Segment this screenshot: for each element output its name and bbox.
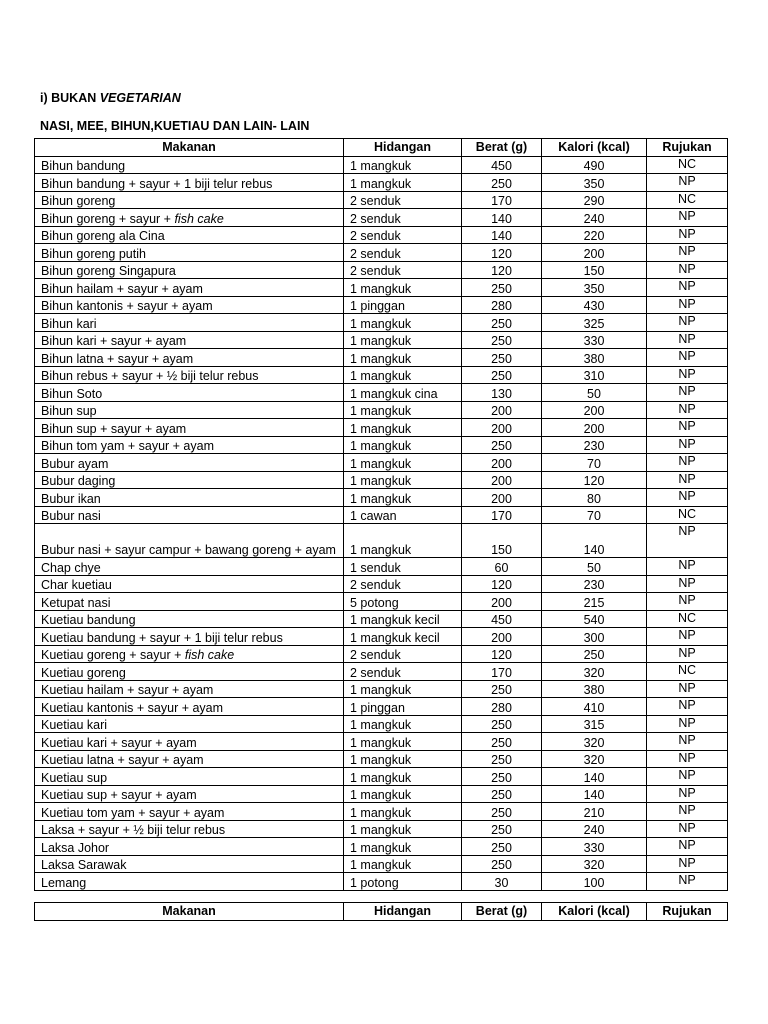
weight-cell: 200 [462,489,542,507]
serving-cell: 2 senduk [344,209,462,227]
food-name-cell: Bihun kari [35,314,344,332]
reference-cell: NC [647,663,728,681]
reference-cell: NP [647,820,728,838]
reference-cell: NP [647,715,728,733]
serving-cell: 1 mangkuk [344,768,462,786]
calorie-cell: 350 [542,174,647,192]
serving-cell: 1 mangkuk [344,401,462,419]
serving-cell: 1 mangkuk [344,419,462,437]
serving-cell: 1 mangkuk [344,838,462,856]
calorie-cell: 330 [542,838,647,856]
table-row [35,785,728,803]
weight-cell: 250 [462,349,542,367]
calorie-cell: 120 [542,471,647,489]
calorie-cell: 350 [542,279,647,297]
table-row [35,645,728,663]
header-rujukan: Rujukan [647,139,728,157]
table-row [35,384,728,402]
food-name-cell: Bubur nasi + sayur campur + bawang goreng + ayam [35,524,344,558]
calorie-cell: 80 [542,489,647,507]
serving-cell: 1 pinggan [344,296,462,314]
reference-cell: NP [647,419,728,437]
table-row [35,558,728,576]
reference-cell: NP [647,645,728,663]
table-row [35,803,728,821]
serving-cell: 1 mangkuk [344,803,462,821]
table-row [35,401,728,419]
calorie-cell: 50 [542,558,647,576]
food-name-cell: Kuetiau kari + sayur + ayam [35,733,344,751]
calorie-cell: 250 [542,645,647,663]
table-row [35,349,728,367]
weight-cell: 140 [462,226,542,244]
serving-cell: 1 mangkuk [344,733,462,751]
weight-cell: 120 [462,645,542,663]
table-row [35,226,728,244]
weight-cell: 120 [462,244,542,262]
calorie-cell: 540 [542,610,647,628]
header-berat: Berat (g) [462,139,542,157]
table-row [35,261,728,279]
table-row [35,436,728,454]
calorie-cell: 230 [542,436,647,454]
weight-cell: 250 [462,314,542,332]
calorie-cell: 70 [542,454,647,472]
table-row [35,750,728,768]
reference-cell: NP [647,454,728,472]
food-name-cell: Kuetiau goreng + sayur + fish cake [35,645,344,663]
reference-cell: NP [647,575,728,593]
calorie-cell: 325 [542,314,647,332]
serving-cell: 1 mangkuk [344,715,462,733]
reference-cell: NP [647,279,728,297]
food-name-cell: Bihun Soto [35,384,344,402]
reference-cell: NP [647,768,728,786]
serving-cell: 1 mangkuk [344,314,462,332]
weight-cell: 450 [462,156,542,174]
food-name-cell: Kuetiau latna + sayur + ayam [35,750,344,768]
food-name-cell: Kuetiau kari [35,715,344,733]
weight-cell: 60 [462,558,542,576]
table-row [35,820,728,838]
food-name-cell: Bihun goreng + sayur + fish cake [35,209,344,227]
table-row [35,174,728,192]
reference-cell: NP [647,524,728,558]
food-name-cell: Kuetiau goreng [35,663,344,681]
table-row [35,768,728,786]
calorie-cell: 210 [542,803,647,821]
calorie-cell: 220 [542,226,647,244]
serving-cell: 5 potong [344,593,462,611]
calorie-cell: 320 [542,750,647,768]
food-name-cell: Bihun sup [35,401,344,419]
food-name-cell: Bihun sup + sayur + ayam [35,419,344,437]
weight-cell: 250 [462,174,542,192]
weight-cell: 200 [462,401,542,419]
reference-cell: NP [647,366,728,384]
calorie-cell: 380 [542,680,647,698]
food-name-cell: Kuetiau sup [35,768,344,786]
calorie-cell: 320 [542,663,647,681]
weight-cell: 250 [462,715,542,733]
calorie-cell: 140 [542,768,647,786]
table-row [35,489,728,507]
weight-cell: 120 [462,575,542,593]
table-row [35,733,728,751]
weight-cell: 150 [462,524,542,558]
food-name-cell: Chap chye [35,558,344,576]
food-name-cell: Lemang [35,873,344,891]
header-makanan: Makanan [35,139,344,157]
serving-cell: 1 mangkuk [344,279,462,297]
weight-cell: 250 [462,838,542,856]
weight-cell: 250 [462,785,542,803]
table-header-row [35,139,728,157]
serving-cell: 1 mangkuk kecil [344,610,462,628]
weight-cell: 200 [462,593,542,611]
table-row [35,279,728,297]
serving-cell: 1 mangkuk cina [344,384,462,402]
serving-cell: 1 mangkuk [344,489,462,507]
serving-cell: 2 senduk [344,261,462,279]
serving-cell: 1 cawan [344,506,462,524]
calorie-cell: 320 [542,733,647,751]
food-name-cell: Ketupat nasi [35,593,344,611]
food-name-cell: Bihun goreng putih [35,244,344,262]
food-name-cell: Bihun bandung + sayur + 1 biji telur rebus [35,174,344,192]
serving-cell: 2 senduk [344,191,462,209]
calorie-cell: 200 [542,419,647,437]
table-row [35,593,728,611]
reference-cell: NP [647,349,728,367]
weight-cell: 200 [462,471,542,489]
serving-cell: 1 mangkuk [344,785,462,803]
weight-cell: 170 [462,191,542,209]
weight-cell: 170 [462,506,542,524]
serving-cell: 1 potong [344,873,462,891]
calorie-cell: 100 [542,873,647,891]
table-row [35,471,728,489]
food-name-cell: Kuetiau kantonis + sayur + ayam [35,698,344,716]
serving-cell: 2 senduk [344,244,462,262]
reference-cell: NP [647,628,728,646]
calorie-cell: 140 [542,524,647,558]
reference-cell: NP [647,209,728,227]
weight-cell: 130 [462,384,542,402]
food-name-cell: Bubur ikan [35,489,344,507]
weight-cell: 250 [462,820,542,838]
subsection-heading: NASI, MEE, BIHUN,KUETIAU DAN LAIN- LAIN [40,119,310,133]
table-row [35,314,728,332]
weight-cell: 250 [462,680,542,698]
serving-cell: 1 mangkuk [344,454,462,472]
weight-cell: 250 [462,750,542,768]
table-row [35,663,728,681]
calorie-cell: 200 [542,401,647,419]
food-name-cell: Bihun latna + sayur + ayam [35,349,344,367]
calorie-cell: 380 [542,349,647,367]
reference-cell: NP [647,261,728,279]
table-row [35,628,728,646]
calorie-cell: 140 [542,785,647,803]
heading-emphasis: VEGETARIAN [99,91,181,105]
calorie-cell: 490 [542,156,647,174]
food-name-cell: Bubur nasi [35,506,344,524]
serving-cell: 1 mangkuk [344,331,462,349]
weight-cell: 280 [462,296,542,314]
calorie-cell: 410 [542,698,647,716]
table-row [35,454,728,472]
food-name-cell: Kuetiau bandung + sayur + 1 biji telur rebus [35,628,344,646]
calorie-cell: 320 [542,855,647,873]
food-name-cell: Bihun goreng ala Cina [35,226,344,244]
table-row [35,873,728,891]
calorie-cell: 215 [542,593,647,611]
section-heading [40,91,181,105]
weight-cell: 120 [462,261,542,279]
table-header-row [35,903,728,921]
reference-cell: NP [647,314,728,332]
table-row [35,209,728,227]
serving-cell: 1 mangkuk [344,820,462,838]
weight-cell: 450 [462,610,542,628]
food-name-cell: Kuetiau hailam + sayur + ayam [35,680,344,698]
calorie-cell: 230 [542,575,647,593]
reference-cell: NP [647,733,728,751]
serving-cell: 1 mangkuk [344,471,462,489]
reference-cell: NP [647,558,728,576]
weight-cell: 250 [462,366,542,384]
food-name-cell: Char kuetiau [35,575,344,593]
reference-cell: NP [647,226,728,244]
reference-cell: NP [647,785,728,803]
calorie-cell: 70 [542,506,647,524]
serving-cell: 1 mangkuk [344,680,462,698]
table-row [35,698,728,716]
calorie-cell: 330 [542,331,647,349]
header-hidangan: Hidangan [344,903,462,921]
food-name-cell: Bihun rebus + sayur + ½ biji telur rebus [35,366,344,384]
food-name-cell: Laksa Johor [35,838,344,856]
weight-cell: 140 [462,209,542,227]
reference-cell: NP [647,698,728,716]
serving-cell: 1 mangkuk [344,156,462,174]
reference-cell: NP [647,401,728,419]
food-calorie-table [34,138,728,891]
calorie-cell: 150 [542,261,647,279]
food-name-cell: Bihun tom yam + sayur + ayam [35,436,344,454]
calorie-cell: 310 [542,366,647,384]
weight-cell: 250 [462,768,542,786]
serving-cell: 1 mangkuk [344,436,462,454]
table-row [35,156,728,174]
food-name-cell: Bihun kari + sayur + ayam [35,331,344,349]
serving-cell: 2 senduk [344,575,462,593]
header-rujukan: Rujukan [647,903,728,921]
calorie-cell: 315 [542,715,647,733]
weight-cell: 250 [462,803,542,821]
header-makanan: Makanan [35,903,344,921]
weight-cell: 250 [462,855,542,873]
serving-cell: 1 mangkuk [344,349,462,367]
reference-cell: NP [647,489,728,507]
food-name-cell: Bihun kantonis + sayur + ayam [35,296,344,314]
food-name-cell: Bihun hailam + sayur + ayam [35,279,344,297]
reference-cell: NC [647,506,728,524]
serving-cell: 2 senduk [344,226,462,244]
weight-cell: 170 [462,663,542,681]
reference-cell: NC [647,610,728,628]
reference-cell: NP [647,680,728,698]
serving-cell: 1 mangkuk [344,855,462,873]
food-name-cell: Kuetiau tom yam + sayur + ayam [35,803,344,821]
reference-cell: NP [647,384,728,402]
calorie-cell: 200 [542,244,647,262]
weight-cell: 200 [462,419,542,437]
weight-cell: 200 [462,628,542,646]
reference-cell: NP [647,296,728,314]
food-name-cell: Bubur ayam [35,454,344,472]
header-kalori: Kalori (kcal) [542,903,647,921]
header-berat: Berat (g) [462,903,542,921]
header-hidangan: Hidangan [344,139,462,157]
calorie-cell: 240 [542,820,647,838]
table-row [35,524,728,558]
table-row [35,575,728,593]
food-name-cell: Kuetiau sup + sayur + ayam [35,785,344,803]
food-name-cell: Laksa Sarawak [35,855,344,873]
calorie-cell: 290 [542,191,647,209]
serving-cell: 1 pinggan [344,698,462,716]
weight-cell: 200 [462,454,542,472]
weight-cell: 250 [462,436,542,454]
food-name-cell: Kuetiau bandung [35,610,344,628]
serving-cell: 2 senduk [344,645,462,663]
serving-cell: 2 senduk [344,663,462,681]
reference-cell: NP [647,750,728,768]
calorie-cell: 240 [542,209,647,227]
food-name-cell: Bihun goreng Singapura [35,261,344,279]
table-row [35,715,728,733]
reference-cell: NP [647,873,728,891]
reference-cell: NP [647,593,728,611]
table-row [35,296,728,314]
table-row [35,506,728,524]
food-name-cell: Laksa + sayur + ½ biji telur rebus [35,820,344,838]
table-row [35,855,728,873]
table-row [35,838,728,856]
food-name-cell: Bihun bandung [35,156,344,174]
table-row [35,366,728,384]
reference-cell: NP [647,174,728,192]
food-name-cell: Bubur daging [35,471,344,489]
heading-prefix: i) BUKAN [40,91,100,105]
header-kalori: Kalori (kcal) [542,139,647,157]
serving-cell: 1 mangkuk [344,524,462,558]
reference-cell: NP [647,471,728,489]
reference-cell: NC [647,191,728,209]
calorie-cell: 430 [542,296,647,314]
serving-cell: 1 senduk [344,558,462,576]
reference-cell: NP [647,855,728,873]
calorie-cell: 300 [542,628,647,646]
reference-cell: NP [647,331,728,349]
reference-cell: NP [647,803,728,821]
continuation-table-header [34,902,728,921]
table-row [35,419,728,437]
weight-cell: 250 [462,733,542,751]
weight-cell: 280 [462,698,542,716]
weight-cell: 250 [462,279,542,297]
table-row [35,191,728,209]
weight-cell: 250 [462,331,542,349]
food-name-cell: Bihun goreng [35,191,344,209]
table-row [35,331,728,349]
weight-cell: 30 [462,873,542,891]
serving-cell: 1 mangkuk [344,174,462,192]
serving-cell: 1 mangkuk [344,366,462,384]
serving-cell: 1 mangkuk [344,750,462,768]
serving-cell: 1 mangkuk kecil [344,628,462,646]
table-row [35,244,728,262]
table-row [35,610,728,628]
reference-cell: NP [647,244,728,262]
reference-cell: NP [647,436,728,454]
reference-cell: NP [647,838,728,856]
calorie-cell: 50 [542,384,647,402]
reference-cell: NC [647,156,728,174]
table-row [35,680,728,698]
